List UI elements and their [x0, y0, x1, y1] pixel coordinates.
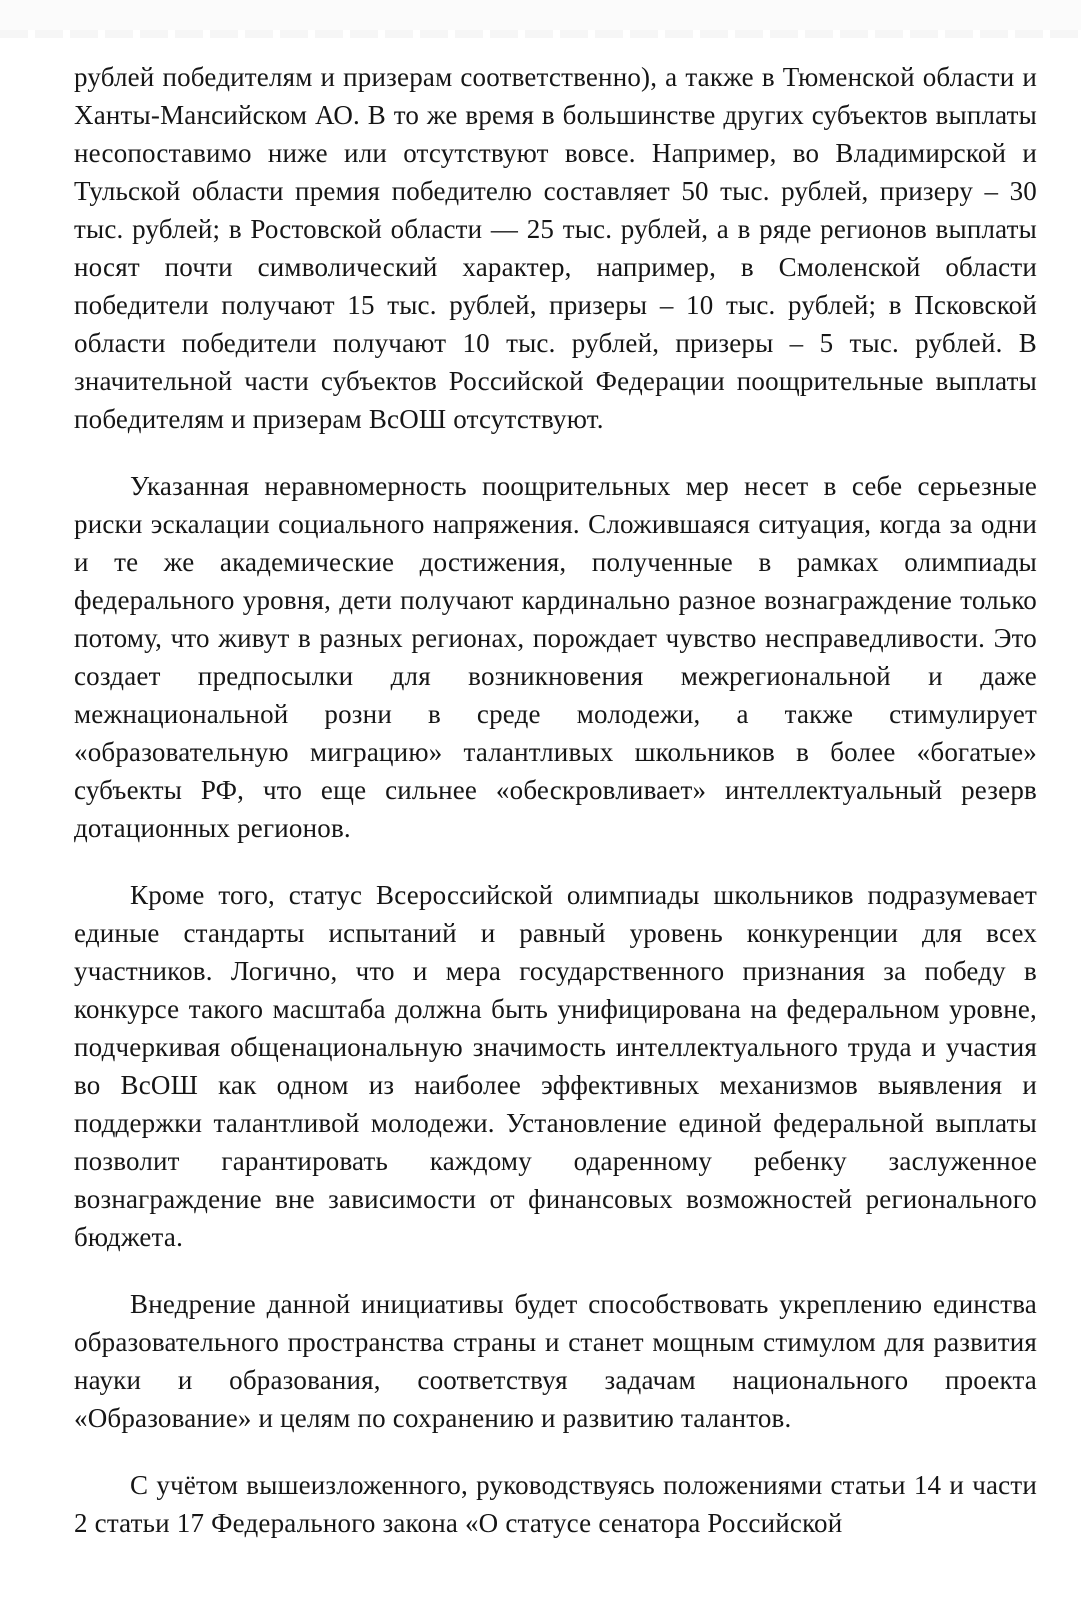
paragraph-inequality-risks: Указанная неравномерность поощрительных мер несет в себе серьезные риски эскалации социального напряжения. Сложившаяся ситуация, когда за одни и те же академические достижения, полученные в рамках олимпиады федерального уровня, дети получают кардинально разное вознаграждение только потому, что живут в разных регионах, порождает чувство несправедливости. Это создает предпосылки для возникновения межрегиональной и даже межнациональной розни в среде молодежи, а также стимулирует «образовательную миграцию» талантливых школьников в более «богатые» субъекты РФ, что еще сильнее «обескровливает» интеллектуальный резерв дотационных регионов.: [74, 471, 1037, 843]
paragraph-legal-basis: С учётом вышеизложенного, руководствуясь положениями статьи 14 и части 2 статьи 17 Федерального закона «О статусе сенатора Российской: [74, 1470, 1037, 1538]
paragraph-initiative-benefits: Внедрение данной инициативы будет способствовать укреплению единства образовательного пространства страны и станет мощным стимулом для развития науки и образования, соответствуя задачам национального проекта «Образование» и целям по сохранению и развитию талантов.: [74, 1289, 1037, 1433]
paragraph-olympiad-status: Кроме того, статус Всероссийской олимпиады школьников подразумевает единые стандарты испытаний и равный уровень конкуренции для всех участников. Логично, что и мера государственного признания за победу в конкурсе такого масштаба должна быть унифицирована на федеральном уровне, подчеркивая общенациональную значимость интеллектуального труда и участия во ВсОШ как одном из наиболее эффективных механизмов выявления и поддержки талантливой молодежи. Установление единой федеральной выплаты позволит гарантировать каждому одаренному ребенку заслуженное вознаграждение вне зависимости от финансовых возможностей регионального бюджета.: [74, 880, 1037, 1252]
paragraph-continuation: рублей победителям и призерам соответственно), а также в Тюменской области и Ханты-Мансийском АО. В то же время в большинстве других субъектов выплаты несопоставимо ниже или отсутствуют вовсе. Например, во Владимирской и Тульской области премия победителю составляет 50 тыс. рублей, призеру – 30 тыс. рублей; в Ростовской области — 25 тыс. рублей, а в ряде регионов выплаты носят почти символический характер, например, в Смоленской области победители получают 15 тыс. рублей, призеры – 10 тыс. рублей; в Псковской области победители получают 10 тыс. рублей, призеры – 5 тыс. рублей. В значительной части субъектов Российской Федерации поощрительные выплаты победителям и призерам ВсОШ отсутствуют.: [74, 62, 1037, 434]
scan-artifact-band: [0, 0, 1081, 30]
document-body: [74, 58, 1037, 1571]
